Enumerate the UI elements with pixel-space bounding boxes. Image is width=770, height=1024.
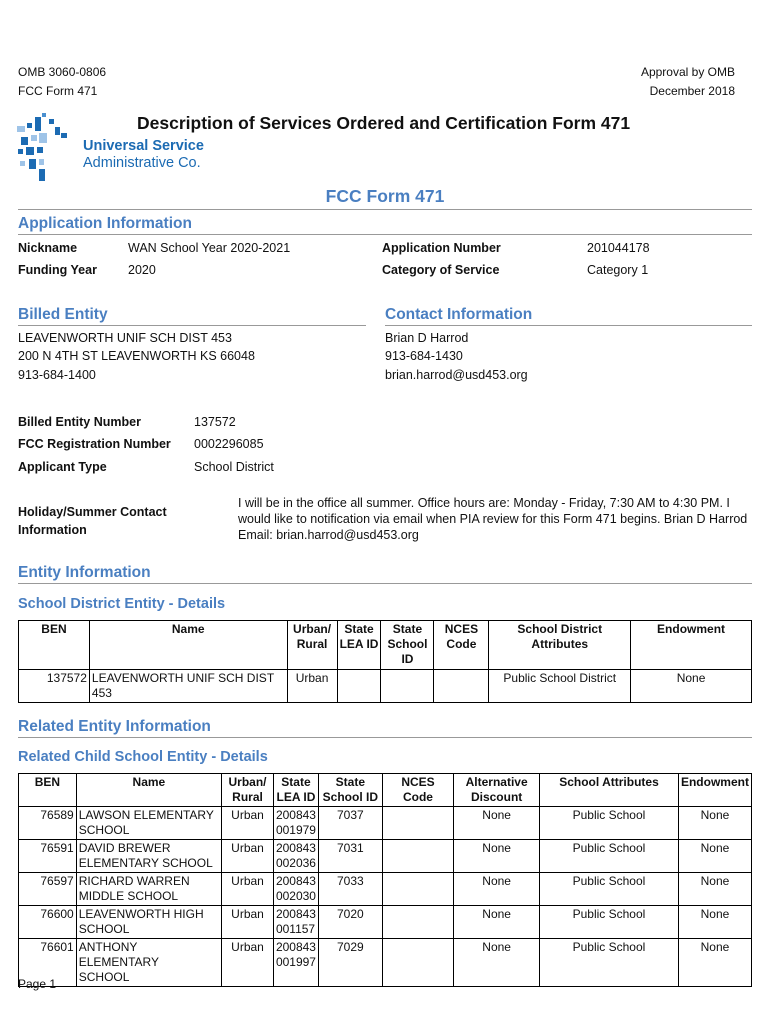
form-short-name: FCC Form 471 xyxy=(18,84,98,98)
holiday-contact-text-3: Email: brian.harrod@usd453.org xyxy=(238,528,419,542)
table-row xyxy=(19,807,752,840)
row-discount: None xyxy=(454,807,540,840)
contact-name: Brian D Harrod xyxy=(385,331,469,345)
omb-number: OMB 3060-0806 xyxy=(18,65,107,79)
row-urban: Urban xyxy=(222,906,274,939)
page-number: Page 1 xyxy=(18,977,57,991)
application-divider xyxy=(18,234,752,235)
row-nces xyxy=(382,939,454,987)
billed-entity-name: LEAVENWORTH UNIF SCH DIST 453 xyxy=(18,331,232,345)
related-header-urban: Urban/ Rural xyxy=(222,774,274,807)
district-attributes: Public School District xyxy=(489,670,631,703)
row-name: ANTHONY ELEMENTARY SCHOOL xyxy=(76,939,221,987)
row-ben: 76589 xyxy=(19,807,77,840)
row-lea: 200843 001997 xyxy=(273,939,318,987)
nickname-label: Nickname xyxy=(18,241,78,255)
table-row xyxy=(19,939,752,987)
holiday-contact-label-1: Holiday/Summer Contact xyxy=(18,505,167,519)
usac-logo-icon xyxy=(15,113,75,185)
row-lea: 200843 002030 xyxy=(273,873,318,906)
row-school-id: 7033 xyxy=(318,873,382,906)
related-header-lea: State LEA ID xyxy=(273,774,318,807)
row-endowment: None xyxy=(678,906,751,939)
row-ben: 76600 xyxy=(19,906,77,939)
logo-line-1: Universal Service xyxy=(83,138,204,154)
row-urban: Urban xyxy=(222,873,274,906)
applicant-type-value: School District xyxy=(194,460,274,474)
title-divider xyxy=(18,209,752,210)
approval-date: December 2018 xyxy=(649,84,735,98)
row-discount: None xyxy=(454,873,540,906)
district-urban: Urban xyxy=(287,670,337,703)
contact-phone: 913-684-1430 xyxy=(385,349,463,363)
logo-line-2: Administrative Co. xyxy=(83,155,201,171)
section-application-information: Application Information xyxy=(18,215,192,232)
district-header-attributes: School District Attributes xyxy=(489,621,631,670)
related-school-table xyxy=(18,773,752,987)
row-endowment: None xyxy=(678,840,751,873)
district-name: LEAVENWORTH UNIF SCH DIST 453 xyxy=(89,670,287,703)
contact-divider xyxy=(385,325,752,326)
row-school-id: 7020 xyxy=(318,906,382,939)
row-ben: 76591 xyxy=(19,840,77,873)
row-lea: 200843 002036 xyxy=(273,840,318,873)
funding-year-label: Funding Year xyxy=(18,263,97,277)
applicant-type-label: Applicant Type xyxy=(18,460,107,474)
section-related-entity: Related Entity Information xyxy=(18,718,211,735)
row-name: DAVID BREWER ELEMENTARY SCHOOL xyxy=(76,840,221,873)
district-header-name: Name xyxy=(89,621,287,670)
section-related-child-details: Related Child School Entity - Details xyxy=(18,749,268,765)
district-header-ben: BEN xyxy=(19,621,90,670)
billed-entity-address: 200 N 4TH ST LEAVENWORTH KS 66048 xyxy=(18,349,255,363)
funding-year-value: 2020 xyxy=(128,263,156,277)
district-header-urban: Urban/ Rural xyxy=(287,621,337,670)
district-lea xyxy=(337,670,381,703)
row-name: RICHARD WARREN MIDDLE SCHOOL xyxy=(76,873,221,906)
fcc-registration-label: FCC Registration Number xyxy=(18,437,171,451)
application-number-label: Application Number xyxy=(382,241,501,255)
district-header-row xyxy=(19,621,752,670)
related-header-endowment: Endowment xyxy=(678,774,751,807)
section-entity-information: Entity Information xyxy=(18,564,151,581)
form-title: FCC Form 471 xyxy=(325,186,445,206)
row-school-id: 7029 xyxy=(318,939,382,987)
row-attributes: Public School xyxy=(540,873,679,906)
application-number-value: 201044178 xyxy=(587,241,650,255)
row-discount: None xyxy=(454,840,540,873)
district-header-lea: State LEA ID xyxy=(337,621,381,670)
district-header-school-id: State School ID xyxy=(381,621,434,670)
district-header-nces: NCES Code xyxy=(434,621,489,670)
contact-email: brian.harrod@usd453.org xyxy=(385,368,528,382)
row-nces xyxy=(382,906,454,939)
row-lea: 200843 001157 xyxy=(273,906,318,939)
related-header-nces: NCES Code xyxy=(382,774,454,807)
table-row xyxy=(19,840,752,873)
holiday-contact-label-2: Information xyxy=(18,523,87,537)
district-ben: 137572 xyxy=(19,670,90,703)
related-header-name: Name xyxy=(76,774,221,807)
billed-entity-divider xyxy=(18,325,366,326)
row-attributes: Public School xyxy=(540,807,679,840)
row-attributes: Public School xyxy=(540,840,679,873)
district-header-endowment: Endowment xyxy=(631,621,752,670)
row-school-id: 7031 xyxy=(318,840,382,873)
row-discount: None xyxy=(454,906,540,939)
row-name: LEAVENWORTH HIGH SCHOOL xyxy=(76,906,221,939)
ben-value: 137572 xyxy=(194,415,236,429)
row-ben: 76601 xyxy=(19,939,77,987)
row-endowment: None xyxy=(678,873,751,906)
row-lea: 200843 001979 xyxy=(273,807,318,840)
row-nces xyxy=(382,873,454,906)
row-school-id: 7037 xyxy=(318,807,382,840)
section-school-district-details: School District Entity - Details xyxy=(18,596,226,612)
table-row xyxy=(19,670,752,703)
district-nces xyxy=(434,670,489,703)
row-urban: Urban xyxy=(222,840,274,873)
table-row xyxy=(19,873,752,906)
nickname-value: WAN School Year 2020-2021 xyxy=(128,241,291,255)
row-attributes: Public School xyxy=(540,906,679,939)
row-endowment: None xyxy=(678,939,751,987)
row-urban: Urban xyxy=(222,939,274,987)
category-value: Category 1 xyxy=(587,263,649,277)
row-endowment: None xyxy=(678,807,751,840)
row-discount: None xyxy=(454,939,540,987)
row-nces xyxy=(382,840,454,873)
related-divider xyxy=(18,737,752,738)
document-title: Description of Services Ordered and Certification Form 471 xyxy=(137,113,631,133)
approval-text: Approval by OMB xyxy=(640,65,735,79)
row-name: LAWSON ELEMENTARY SCHOOL xyxy=(76,807,221,840)
related-header-school-id: State School ID xyxy=(318,774,382,807)
billed-entity-phone: 913-684-1400 xyxy=(18,368,96,382)
related-header-row xyxy=(19,774,752,807)
section-billed-entity: Billed Entity xyxy=(18,306,108,323)
district-school-id xyxy=(381,670,434,703)
holiday-contact-text-1: I will be in the office all summer. Office hours are: Monday - Friday, 7:30 AM to 4:30 PM. I xyxy=(238,496,730,510)
row-ben: 76597 xyxy=(19,873,77,906)
table-row xyxy=(19,906,752,939)
related-header-discount: Alternative Discount xyxy=(454,774,540,807)
entity-divider xyxy=(18,583,752,584)
holiday-contact-text-2: would like to notification via email when PIA review for this Form 471 begins. Brian D Harrod xyxy=(238,512,748,526)
section-contact-information: Contact Information xyxy=(385,306,533,323)
category-label: Category of Service xyxy=(382,263,500,277)
school-district-table xyxy=(18,620,752,703)
ben-label: Billed Entity Number xyxy=(18,415,141,429)
row-nces xyxy=(382,807,454,840)
fcc-registration-value: 0002296085 xyxy=(194,437,264,451)
related-header-ben: BEN xyxy=(19,774,77,807)
row-urban: Urban xyxy=(222,807,274,840)
related-header-attributes: School Attributes xyxy=(540,774,679,807)
row-attributes: Public School xyxy=(540,939,679,987)
district-endowment: None xyxy=(631,670,752,703)
